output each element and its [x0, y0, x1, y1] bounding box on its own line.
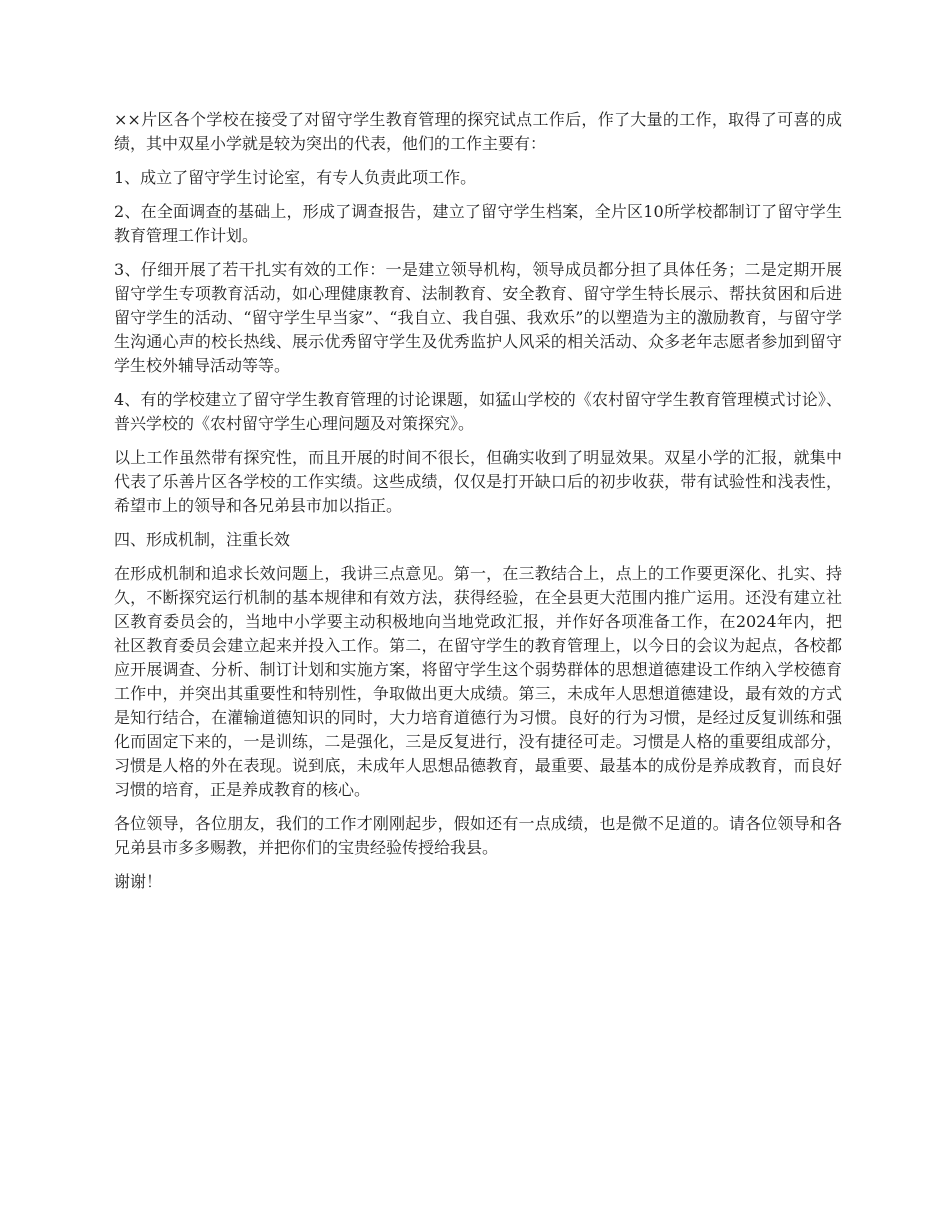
paragraph-item-2: 2、在全面调查的基础上，形成了调查报告，建立了留守学生档案，全片区10所学校都制订了留守学生教育管理工作计划。: [114, 202, 842, 245]
paragraph-mechanism: 在形成机制和追求长效问题上，我讲三点意见。第一，在三教结合上，点上的工作要更深化、扎实、持久，不断探究运行机制的基本规律和有效方法，获得经验，在全县更大范围内推广运用。还没有建立社区教育委员会的，当地中小学要主动积极地向当地党政汇报，并作好各项准备工作，在2024年内，把社区教育委员会建立起来并投入工作。第二，在留守学生的教育管理上，以今日的会议为起点，各校都应开展调查、分析、制订计划和实施方案，将留守学生这个弱势群体的思想道德建设工作纳入学校德育工作中，并突出其重要性和特别性，争取做出更大成绩。第三，未成年人思想道德建设，最有效的方式是知行结合，在灌输道德知识的同时，大力培育道德行为习惯。良好的行为习惯，是经过反复训练和强化而固定下来的，一是训练，二是强化，三是反复进行，没有捷径可走。习惯是人格的重要组成部分，习惯是人格的外在表现。说到底，未成年人思想品德教育，最重要、最基本的成份是养成教育，而良好习惯的培育，正是养成教育的核心。: [114, 564, 842, 799]
paragraph-item-4: 4、有的学校建立了留守学生教育管理的讨论课题，如猛山学校的《农村留守学生教育管理模式讨论》、普兴学校的《农村留守学生心理问题及对策探究》。: [114, 390, 842, 433]
paragraph-summary: 以上工作虽然带有探究性，而且开展的时间不很长，但确实收到了明显效果。双星小学的汇报，就集中代表了乐善片区各学校的工作实绩。这些成绩，仅仅是打开缺口后的初步收获，带有试验性和浅表性，希望市上的领导和各兄弟县市加以指正。: [114, 448, 842, 515]
document-body: [114, 108, 842, 904]
paragraph-thanks: 谢谢！: [114, 872, 163, 891]
section-heading: 四、形成机制，注重长效: [114, 530, 291, 549]
paragraph-closing: 各位领导，各位朋友，我们的工作才刚刚起步，假如还有一点成绩，也是微不足道的。请各位领导和各兄弟县市多多赐教，并把你们的宝贵经验传授给我县。: [114, 814, 842, 857]
paragraph-item-3: 3、仔细开展了若干扎实有效的工作：一是建立领导机构，领导成员都分担了具体任务；二是定期开展留守学生专项教育活动，如心理健康教育、法制教育、安全教育、留守学生特长展示、帮扶贫困和后进留守学生的活动、“留守学生早当家”、“我自立、我自强、我欢乐”的以塑造为主的激励教育，与留守学生沟通心声的校长热线、展示优秀留守学生及优秀监护人风采的相关活动、众多老年志愿者参加到留守学生校外辅导活动等等。: [114, 260, 842, 375]
paragraph-intro: ××片区各个学校在接受了对留守学生教育管理的探究试点工作后，作了大量的工作，取得了可喜的成绩，其中双星小学就是较为突出的代表，他们的工作主要有：: [114, 110, 842, 153]
paragraph-item-1: 1、成立了留守学生讨论室，有专人负责此项工作。: [114, 168, 477, 187]
